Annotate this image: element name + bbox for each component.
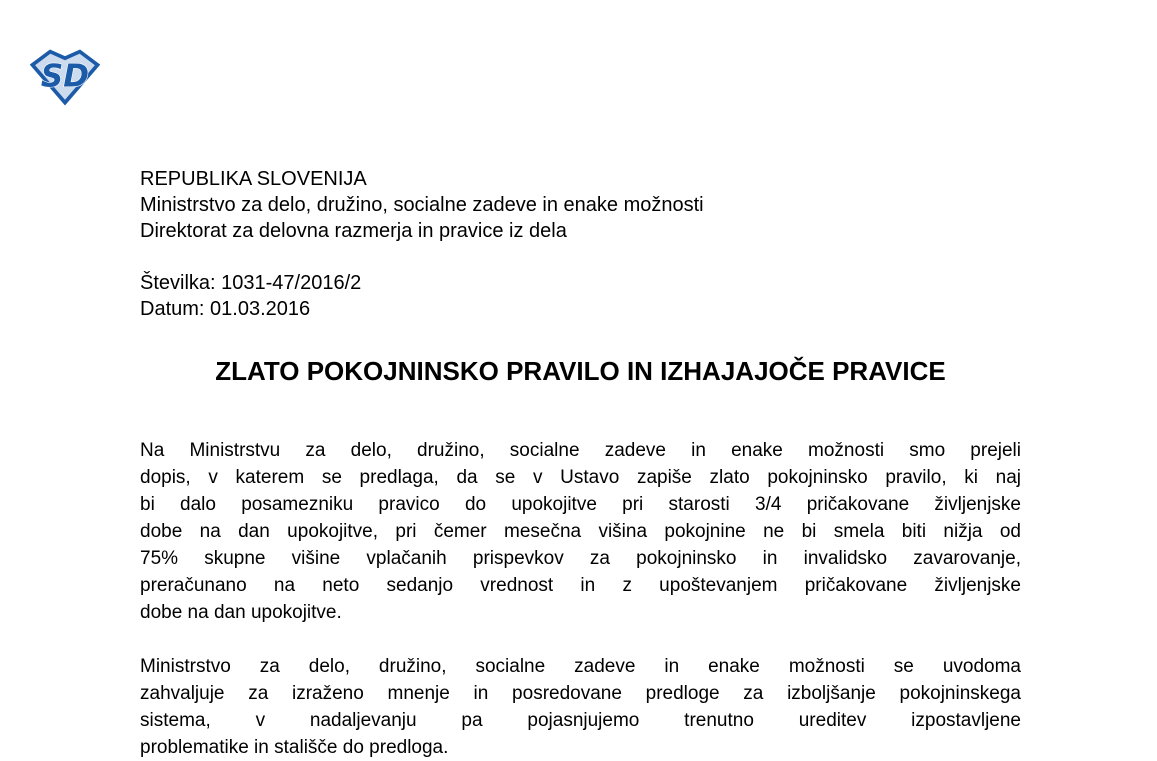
sender-block <box>140 166 1021 244</box>
sender-ministry: Ministrstvo za delo, družino, socialne zadeve in enake možnosti <box>140 194 704 216</box>
paragraph-line: sistema, v nadaljevanju pa pojasnjujemo trenutno ureditev izpostavljene <box>140 710 1021 731</box>
sd-diamond-logo-icon <box>28 46 102 106</box>
paragraph-line: 75% skupne višine vplačanih prispevkov za pokojninsko in invalidsko zavarovanje, <box>140 548 1021 569</box>
reference-number-line <box>140 270 1021 296</box>
paragraph <box>140 653 1021 761</box>
paragraph-line: zahvaljuje za izraženo mnenje in posredovane predloge za izboljšanje pokojninskega <box>140 683 1021 704</box>
reference-block <box>140 270 1021 322</box>
reference-date-value: 01.03.2016 <box>210 298 311 320</box>
document-content <box>140 166 1021 761</box>
logo-letters: SD <box>40 58 90 95</box>
document-body <box>140 437 1021 761</box>
paragraph-line: Ministrstvo za delo, družino, socialne zadeve in enake možnosti se uvodoma <box>140 656 1021 677</box>
paragraph-line: dobe na dan upokojitve, pri čemer mesečna višina pokojnine ne bi smela biti nižja od <box>140 521 1021 542</box>
paragraph-line: Na Ministrstvu za delo, družino, socialne zadeve in enake možnosti smo prejeli <box>140 440 1021 461</box>
paragraph-line: problematike in stališče do predloga. <box>140 737 449 758</box>
sender-directorate: Direktorat za delovna razmerja in pravice iz dela <box>140 220 567 242</box>
document-title: ZLATO POKOJNINSKO PRAVILO IN IZHAJAJOČE PRAVICE <box>215 356 946 386</box>
reference-number-label: Številka: <box>140 272 216 294</box>
paragraph-line: bi dalo posamezniku pravico do upokojitve pri starosti 3/4 pričakovane življenjske <box>140 494 1021 515</box>
sender-country: REPUBLIKA SLOVENIJA <box>140 168 367 190</box>
paragraph-line: preračunano na neto sedanjo vrednost in z upoštevanjem pričakovane življenjske <box>140 575 1021 596</box>
reference-date-label: Datum: <box>140 298 205 320</box>
paragraph <box>140 437 1021 626</box>
paragraph-line: dopis, v katerem se predlaga, da se v Ustavo zapiše zlato pokojninsko pravilo, ki naj <box>140 467 1021 488</box>
paragraph-line: dobe na dan upokojitve. <box>140 602 342 623</box>
reference-number-value: 1031-47/2016/2 <box>221 272 362 294</box>
reference-date-line <box>140 296 1021 322</box>
